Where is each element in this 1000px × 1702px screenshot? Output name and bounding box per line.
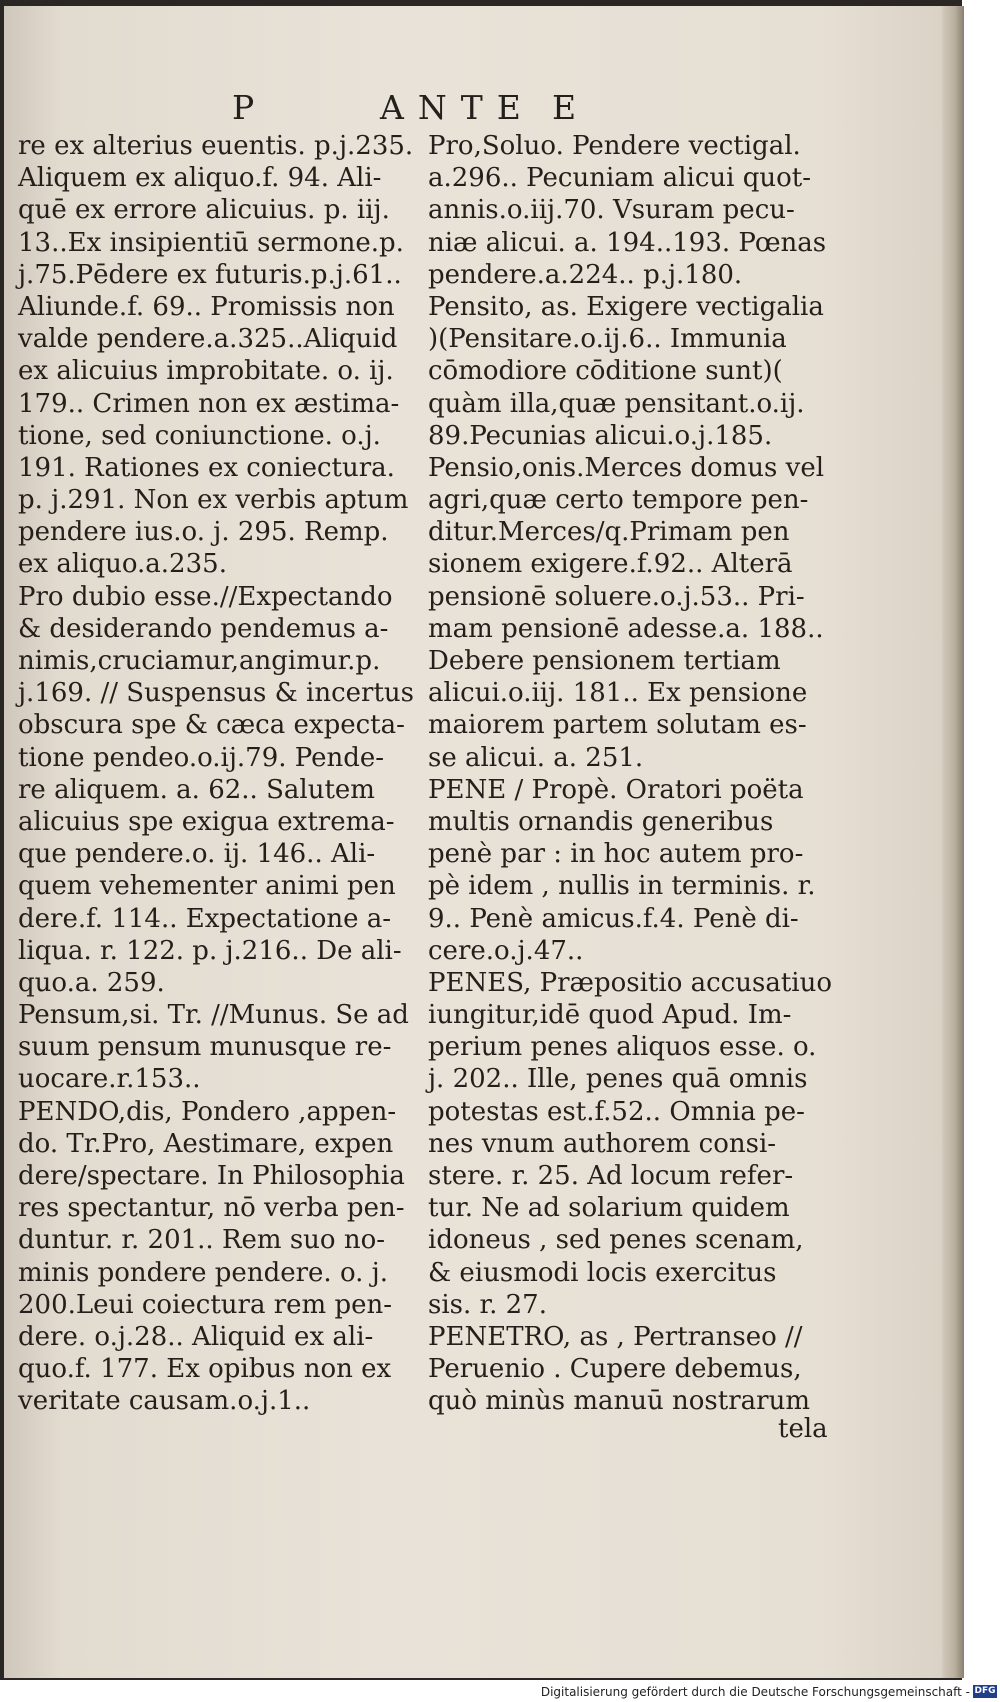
text-line: Debere pensionem tertiam [428,646,781,676]
text-line: Aliunde.f. 69.. Promissis non [18,291,395,322]
right-column [428,130,848,1418]
text-line: mam pensionē adesse.a. 188.. [428,613,824,644]
text-line: valde pendere.a.325..Aliquid [18,324,398,355]
text-line: a.296.. Pecuniam alicui quot- [428,163,811,194]
text-line: dere/spectare. In Philosophia [18,1161,405,1191]
text-line: veritate causam.o.j.1.. [18,1386,311,1417]
text-line: quo.a. 259. [18,967,165,998]
text-line: ex aliquo.a.235. [18,549,227,580]
text-line: pè idem , nullis in terminis. r. [428,871,816,902]
text-line: j. 202.. Ille, penes quā omnis [428,1064,808,1095]
text-line: PENES, Præpositio accusatiuo [428,967,832,998]
text-line: 191. Rationes ex coniectura. [18,452,395,483]
text-line: )(Pensitare.o.ij.6.. Immunia [428,324,787,355]
left-column [18,130,428,1418]
text-line: annis.o.iij.70. Vsuram pecu- [428,195,795,226]
text-line: Pro dubio esse.//Expectando [18,581,393,612]
text-line: quàm illa,quæ pensitant.o.ij. [428,388,805,419]
text-line: ex alicuius improbitate. o. ij. [18,356,394,387]
text-line: Pensio,onis.Merces domus vel [428,452,825,483]
text-line: penè par : in hoc autem pro- [428,839,804,870]
text-line: suum pensum munusque re- [18,1032,392,1063]
text-line: sis. r. 27. [428,1289,547,1320]
text-line: idoneus , sed penes scenam, [428,1225,804,1256]
text-line: iungitur,idē quod Apud. Im- [428,1000,792,1031]
text-line: Peruenio . Cupere debemus, [428,1354,802,1385]
header-center: ANTE [380,88,535,127]
text-line: 9.. Penè amicus.f.4. Penè di- [428,903,799,934]
text-line: uocare.r.153.. [18,1064,201,1095]
text-line: alicui.o.iij. 181.. Ex pensione [428,678,808,709]
text-line: 200.Leui coiectura rem pen- [18,1289,393,1320]
text-line: maiorem partem solutam es- [428,710,807,741]
text-line: liqua. r. 122. p. j.216.. De ali- [18,935,402,966]
footer-credit: Digitalisierung gefördert durch die Deutsche Forschungsgemeinschaft - [540,1685,970,1699]
text-line: potestas est.f.52.. Omnia pe- [428,1096,805,1127]
header-left: P [232,88,257,127]
text-line: tur. Ne ad solarium quidem [428,1193,790,1224]
catchword: tela [778,1414,828,1444]
text-line: dere.f. 114.. Expectatione a- [18,903,392,934]
text-line: Pro,Soluo. Pendere vectigal. [428,131,801,161]
text-line: j.169. // Suspensus & incertus [18,678,415,709]
text-line: obscura spe & cæca expecta- [18,710,405,741]
text-line: PENDO,dis, Pondero ,appen- [18,1096,397,1127]
text-line: & desiderando pendemus a- [18,613,389,644]
text-line: quò minùs manuū nostrarum [428,1386,810,1417]
text-line: j.75.Pēdere ex futuris.p.j.61.. [18,259,402,290]
running-header [220,88,640,128]
text-line: Pensito, as. Exigere vectigalia [428,291,824,322]
text-line: re aliquem. a. 62.. Salutem [18,774,375,805]
text-line: res spectantur, nō verba pen- [18,1193,405,1224]
text-line: dere. o.j.28.. Aliquid ex ali- [18,1321,374,1352]
text-line: sionem exigere.f.92.. Alterā [428,549,793,580]
text-line: quo.f. 177. Ex opibus non ex [18,1354,392,1385]
text-line: quē ex errore alicuius. p. iij. [18,195,390,226]
text-line: 179.. Crimen non ex æstima- [18,388,400,419]
text-line: duntur. r. 201.. Rem suo no- [18,1225,386,1256]
text-line: quem vehementer animi pen [18,871,396,902]
text-line: cere.o.j.47.. [428,935,584,966]
dfg-logo: DFG [974,1686,996,1696]
text-line: 89.Pecunias alicui.o.j.185. [428,420,773,451]
text-line: pendere ius.o. j. 295. Remp. [18,517,389,548]
text-line: pensionē soluere.o.j.53.. Pri- [428,581,805,612]
text-line: 13..Ex insipientiū sermone.p. [18,227,404,258]
text-line: & eiusmodi locis exercitus [428,1257,777,1288]
text-line: re ex alterius euentis. p.j.235. [18,131,414,161]
text-line: do. Tr.Pro, Aestimare, expen [18,1128,394,1159]
text-line: stere. r. 25. Ad locum refer- [428,1161,794,1191]
text-line: cōmodiore cōditione sunt)( [428,356,783,387]
text-line: Aliquem ex aliquo.f. 94. Ali- [18,163,382,194]
text-line: ditur.Merces/q.Primam pen [428,517,790,548]
text-line: p. j.291. Non ex verbis aptum [18,485,409,516]
digitization-footer [0,1680,1000,1702]
text-line: perium penes aliquos esse. o. [428,1032,817,1063]
text-line: nes vnum authorem consi- [428,1128,777,1159]
text-line: PENE / Propè. Oratori poëta [428,774,804,805]
text-line: nimis,cruciamur,angimur.p. [18,646,381,676]
page-edge [942,6,964,1678]
text-line: que pendere.o. ij. 146.. Ali- [18,839,376,870]
text-line: Pensum,si. Tr. //Munus. Se ad [18,1000,409,1031]
text-line: minis pondere pendere. o. j. [18,1257,388,1288]
text-line: agri,quæ certo tempore pen- [428,485,809,516]
text-line: tione pendeo.o.ij.79. Pende- [18,742,385,773]
text-line: alicuius spe exigua extrema- [18,806,395,837]
text-line: PENETRO, as , Pertranseo // [428,1321,803,1352]
text-line: multis ornandis generibus [428,806,774,837]
text-line: niæ alicui. a. 194..193. Pœnas [428,227,827,258]
text-line: se alicui. a. 251. [428,742,644,773]
text-line: tione, sed coniunctione. o.j. [18,420,381,451]
header-right: E [552,88,579,127]
text-line: pendere.a.224.. p.j.180. [428,259,743,290]
